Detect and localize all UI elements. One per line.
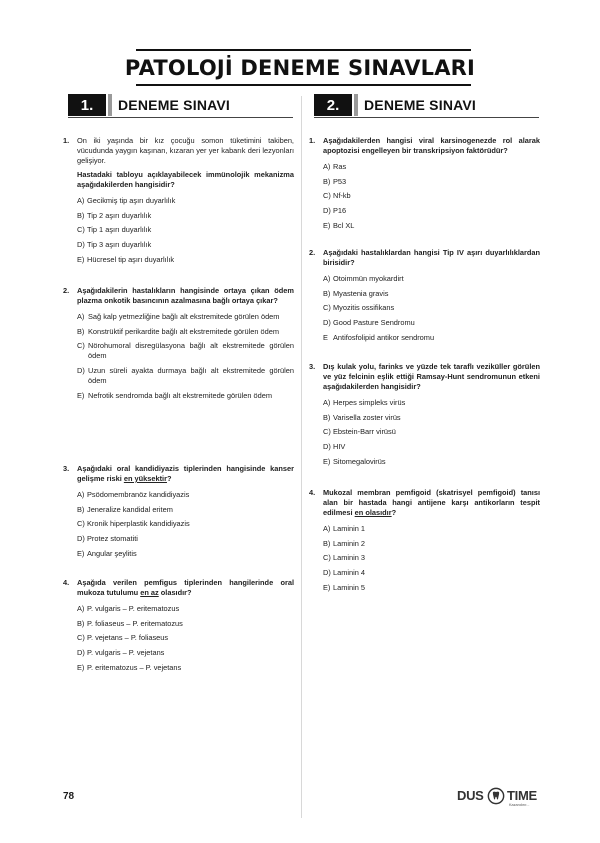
option-text: P16 (333, 206, 347, 216)
question-prompt (77, 578, 294, 598)
section-rule-2 (314, 117, 539, 118)
option-letter: A) (323, 162, 331, 171)
option-a (323, 274, 540, 284)
option-letter: C) (77, 225, 85, 235)
option-c (77, 633, 294, 643)
section-header-1 (68, 94, 230, 116)
option-letter: C) (323, 303, 331, 313)
section-number-1: 1. (68, 94, 106, 116)
option-letter: E) (323, 220, 331, 230)
option-e (323, 583, 540, 593)
option-d (323, 318, 540, 328)
option-c (77, 519, 294, 529)
option-letter: E) (323, 456, 331, 466)
option-e (323, 221, 540, 231)
prompt-end: ? (166, 474, 172, 483)
option-e (77, 391, 294, 401)
option-text: P. vulgaris – P. vejetans (87, 648, 165, 658)
option-text: Antifosfolipid antikor sendromu (333, 332, 435, 342)
option-text: Uzun süreli ayakta durmaya bağlı alt ekstremitede görülen ödem (88, 366, 294, 386)
option-letter: C) (323, 553, 331, 563)
section-header-2 (314, 94, 476, 116)
option-a (77, 196, 294, 206)
option-text: Myozitis ossifikans (333, 303, 395, 313)
option-letter: A) (323, 398, 331, 407)
brand-logo (457, 787, 539, 817)
option-text: Tip 3 aşırı duyarlılık (87, 240, 152, 250)
option-letter: E) (77, 548, 85, 558)
option-text: Nf-kb (333, 191, 351, 201)
option-text: Tip 1 aşırı duyarlılık (87, 225, 152, 235)
option-letter: D) (77, 240, 85, 250)
option-e (77, 255, 294, 265)
question-number: 3. (309, 362, 316, 371)
option-letter: D) (77, 648, 85, 658)
question-prompt (77, 464, 294, 484)
option-text: Angular şeylitis (87, 548, 137, 558)
section-title-2: DENEME SINAVI (364, 97, 477, 113)
option-letter: C) (77, 519, 85, 529)
option-d (323, 442, 540, 452)
option-letter: E) (77, 254, 85, 264)
option-text: Otoimmün myokardirt (333, 274, 404, 283)
prompt-text: Aşağıdaki oral kandidiyazis tiplerinden hangisinde kanser gelişme riski (77, 464, 294, 483)
option-b (77, 619, 294, 629)
question-body (77, 286, 294, 405)
option-letter: B) (323, 288, 331, 298)
option-a (323, 162, 540, 172)
option-text: Bcl XL (333, 220, 355, 230)
option-a (77, 490, 294, 500)
option-a (77, 312, 294, 322)
option-b (77, 211, 294, 221)
option-letter: A) (323, 274, 331, 283)
option-letter: B) (323, 538, 331, 548)
option-letter: A) (77, 312, 85, 321)
question-body (323, 136, 540, 235)
question-prompt: Aşağıdaki hastalıklardan hangisi Tip IV aşırı duyarlılıklardan birisidir? (323, 248, 540, 267)
option-text: Tip 2 aşırı duyarlılık (87, 210, 152, 220)
option-text: HIV (333, 442, 346, 452)
prompt-text: Aşağıda verilen pemfigus tiplerinden hangilerinde oral mukoza tutulumu (77, 578, 294, 597)
option-e (323, 333, 540, 343)
option-letter: C) (77, 341, 85, 351)
option-e (77, 549, 294, 559)
question-prompt: Aşağıdakilerin hastalıkların hangisinde ortaya çıkan ödem plazma onkotik basıncının azalmasına bağlı ortaya çıkar? (77, 286, 294, 305)
option-d (323, 568, 540, 578)
option-text: Myastenia gravis (333, 288, 389, 298)
option-text: Herpes simpleks virüs (333, 398, 406, 407)
section-rule-1 (68, 117, 293, 118)
option-text: Ebstein-Barr virüsü (333, 427, 396, 437)
option-text: P53 (333, 176, 347, 186)
option-letter: D) (323, 318, 331, 328)
question-prompt (323, 488, 540, 518)
option-c (323, 553, 540, 563)
option-text: Protez stomatiti (87, 534, 138, 544)
option-text: Kronik hiperplastik kandidiyazis (87, 519, 190, 529)
option-c (323, 427, 540, 437)
option-text: P. vejetans – P. foliaseus (87, 633, 169, 643)
question-prompt: Aşağıdakilerden hangisi viral karsinogenezde rol alarak apoptozisi engelleyen bir transkripsiyon faktörüdür? (323, 136, 540, 155)
question-body (77, 464, 294, 563)
prompt-end: ? (391, 508, 397, 517)
option-letter: A) (77, 490, 85, 499)
option-c (323, 191, 540, 201)
option-letter: D) (323, 442, 331, 452)
option-letter: B) (77, 326, 85, 336)
question-number: 2. (63, 286, 70, 295)
option-b (323, 539, 540, 549)
question-body (77, 136, 294, 269)
option-letter: C) (77, 633, 85, 643)
option-letter: D) (77, 534, 85, 544)
question-body (323, 362, 540, 471)
option-c (77, 225, 294, 235)
option-text: Varisella zoster virüs (333, 412, 401, 422)
option-letter: E) (323, 582, 331, 592)
option-text: Konstrüktif perikardite bağlı alt ekstremitede görülen ödem (88, 326, 280, 336)
question-number: 3. (63, 464, 70, 473)
option-text: Psödomembranöz kandidiyazis (87, 490, 190, 499)
option-text: Nörohumoral disregülasyona bağlı alt ekstremitede görülen ödem (88, 341, 294, 361)
section-title-1: DENEME SINAVI (118, 97, 231, 113)
option-letter: A) (323, 524, 331, 533)
option-letter: E) (77, 662, 85, 672)
option-letter: A) (77, 196, 85, 205)
option-text: P. eritematozus – P. vejetans (87, 662, 182, 672)
option-letter: D) (77, 366, 85, 376)
title-bottom-rule (136, 84, 471, 86)
question-body (77, 578, 294, 677)
option-d (323, 206, 540, 216)
option-c (323, 303, 540, 313)
option-letter: C) (323, 427, 331, 437)
option-text: Nefrotik sendromda bağlı alt ekstremitede görülen ödem (88, 390, 273, 400)
option-c (77, 341, 294, 361)
question-body (323, 488, 540, 597)
option-text: Hücresel tip aşırı duyarlılık (87, 254, 175, 264)
question-number: 1. (63, 136, 70, 145)
question-stem: On iki yaşında bir kız çocuğu somon tüketimini takiben, vücudunda yaygın kaşınan, kızaran yer yer kabarık deri lezyonları gelişiyor. (77, 136, 294, 165)
option-b (323, 289, 540, 299)
section-accent-bar (108, 94, 112, 116)
logo-tagline: Kazandırır... (509, 803, 530, 807)
option-letter: C) (323, 191, 331, 201)
option-letter: E) (77, 390, 85, 400)
title-top-rule (136, 49, 471, 51)
prompt-emphasis: en yüksektir (123, 474, 167, 483)
option-letter: E (323, 332, 328, 342)
option-b (323, 413, 540, 423)
question-prompt: Hastadaki tabloyu açıklayabilecek immünolojik mekanizma aşağıdakilerden hangisidir? (77, 170, 294, 189)
column-divider (301, 96, 302, 818)
logo-text-left: DUS (457, 788, 484, 803)
option-e (323, 457, 540, 467)
page-title: PATOLOJİ DENEME SINAVLARI (124, 56, 476, 80)
tooth-icon (487, 787, 505, 805)
option-a (323, 524, 540, 534)
question-body (323, 248, 540, 347)
option-letter: A) (77, 604, 85, 613)
option-d (77, 648, 294, 658)
option-a (77, 604, 294, 614)
option-text: Jeneralize kandidal eritem (87, 504, 173, 514)
option-text: Sağ kalp yetmezliğine bağlı alt ekstremitede görülen ödem (88, 312, 280, 321)
option-e (77, 663, 294, 673)
option-b (323, 177, 540, 187)
prompt-emphasis: en az (140, 588, 159, 597)
option-text: Laminin 3 (333, 553, 366, 563)
option-d (77, 240, 294, 250)
option-text: Good Pasture Sendromu (333, 318, 415, 328)
prompt-emphasis: en olasıdır (354, 508, 392, 517)
option-text: Laminin 1 (333, 524, 366, 533)
option-b (77, 327, 294, 337)
logo-text-right: TIME (507, 788, 537, 803)
option-text: Sitomegalovirüs (333, 456, 386, 466)
option-text: Ras (333, 162, 347, 171)
option-d (77, 534, 294, 544)
page-number: 78 (63, 791, 75, 802)
option-a (323, 398, 540, 408)
option-text: Laminin 5 (333, 582, 366, 592)
question-number: 4. (309, 488, 316, 497)
option-text: Gecikmiş tip aşırı duyarlılık (87, 196, 176, 205)
option-letter: B) (77, 618, 85, 628)
option-letter: D) (323, 568, 331, 578)
section-accent-bar (354, 94, 358, 116)
option-text: Laminin 2 (333, 538, 366, 548)
option-d (77, 366, 294, 386)
option-letter: B) (77, 504, 85, 514)
question-number: 1. (309, 136, 316, 145)
option-text: P. vulgaris – P. eritematozus (87, 604, 180, 613)
option-text: P. foliaseus – P. eritematozus (87, 618, 183, 628)
option-letter: B) (77, 210, 85, 220)
option-b (77, 505, 294, 515)
option-letter: D) (323, 206, 331, 216)
prompt-text: Mukozal membran pemfigoid (skatrisyel pemfigoid) tanısı alan bir hastada hangi antijene karşı antikorların tespit edilmesi (323, 488, 540, 517)
question-prompt: Dış kulak yolu, farinks ve yüzde tek taraflı veziküller görülen ve yüz felcinin eşlik ettiği Ramsay-Hunt sendromunun etkeni aşağıdakilerden hangisidir? (323, 362, 540, 391)
section-number-2: 2. (314, 94, 352, 116)
option-letter: B) (323, 176, 331, 186)
prompt-end: olasıdır? (158, 588, 192, 597)
option-letter: B) (323, 412, 331, 422)
question-number: 2. (309, 248, 316, 257)
question-number: 4. (63, 578, 70, 587)
option-text: Laminin 4 (333, 568, 366, 578)
